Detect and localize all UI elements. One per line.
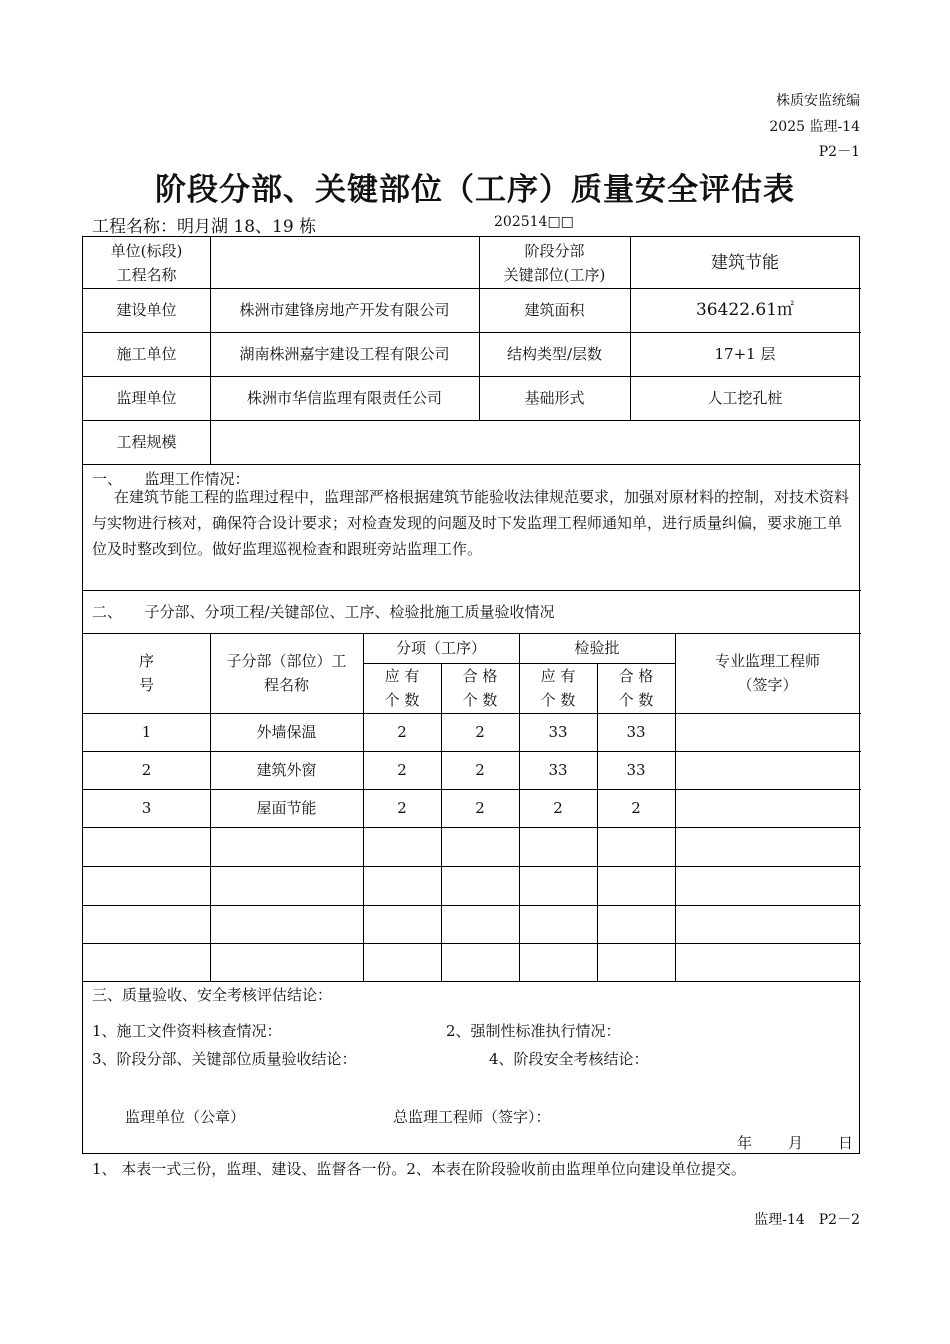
row-sub-should: 2 — [397, 799, 407, 817]
section2-heading: 二、 子分部、分项工程/关键部位、工序、检验批施工质量验收情况 — [92, 603, 555, 621]
header-code: 2025 监理-14 — [769, 119, 860, 135]
row-batch-should: 33 — [548, 723, 568, 741]
area-value: 36422.61㎡ — [695, 300, 795, 320]
col-batch-ok-l1: 合 格 — [618, 667, 654, 685]
row-name: 建筑外窗 — [256, 761, 317, 779]
section1-heading: 一、 监理工作情况： — [92, 470, 250, 488]
col-sub-should-l2: 个 数 — [384, 691, 420, 709]
col-name-line2: 程名称 — [263, 676, 309, 694]
chief-signature: 总监理工程师（签字）： — [393, 1108, 551, 1126]
supervisor-seal: 监理单位（公章） — [125, 1108, 246, 1126]
page-footer: 监理-14 P2－2 — [754, 1212, 860, 1228]
col-engineer-line1: 专业监理工程师 — [714, 652, 820, 670]
footnote: 1、 本表一式三份，监理、建设、监督各一份。2、本表在阶段验收前由监理单位向建设单位提交。 — [92, 1160, 746, 1178]
contractor-label: 施工单位 — [116, 345, 177, 363]
supervisor-label: 监理单位 — [116, 389, 177, 407]
col-batch-should-l2: 个 数 — [540, 691, 576, 709]
row-no: 2 — [141, 761, 152, 779]
row-sub-ok: 2 — [475, 723, 485, 741]
check-standards: 2、强制性标准执行情况： — [446, 1022, 621, 1040]
foundation-value: 人工挖孔桩 — [707, 389, 783, 407]
row-sub-ok: 2 — [475, 761, 485, 779]
stage-label-line1: 阶段分部 — [524, 241, 585, 260]
date-year: 年 — [737, 1134, 753, 1152]
check-docs: 1、施工文件资料核查情况： — [92, 1022, 282, 1040]
stage-value: 建筑节能 — [711, 252, 779, 273]
project-name: 工程名称：明月湖 18、19 栋 — [92, 217, 317, 237]
header-page: P2－1 — [818, 144, 860, 160]
row-batch-should: 2 — [553, 799, 563, 817]
form-title: 阶段分部、关键部位（工序）质量安全评估表 — [155, 172, 795, 208]
col-batch-should-l1: 应 有 — [540, 667, 576, 685]
col-name-line1: 子分部（部位）工 — [226, 652, 347, 670]
date-month: 月 — [788, 1134, 804, 1152]
row-batch-ok: 33 — [626, 723, 646, 741]
stage-label-line2: 关键部位(工序) — [503, 265, 606, 284]
supervisor-value: 株洲市华信监理有限责任公司 — [246, 389, 442, 407]
structure-label: 结构类型/层数 — [506, 345, 603, 363]
row-name: 屋面节能 — [256, 799, 317, 817]
col-batch-group: 检验批 — [574, 639, 620, 657]
row-sub-ok: 2 — [475, 799, 485, 817]
form-date: 202514□□ — [494, 214, 574, 230]
row-batch-ok: 2 — [631, 799, 641, 817]
structure-value: 17+1 层 — [714, 345, 776, 363]
row-name: 外墙保温 — [256, 723, 317, 741]
row-sub-should: 2 — [397, 761, 407, 779]
section1-body: 在建筑节能工程的监理过程中，监理部严格根据建筑节能验收法律规范要求，加强对原材料的控制，对技术资料与实物进行核对，确保符合设计要求；对检查发现的问题及时下发监理工程师通知单，进行质量纠偏，要求施工单位及时整改到位。做好监理巡视检查和跟班旁站监理工作。 — [92, 488, 850, 558]
date-day: 日 — [838, 1134, 854, 1152]
row-batch-should: 33 — [548, 761, 568, 779]
safety-conclusion: 4、阶段安全考核结论： — [489, 1050, 649, 1068]
unit-name-value — [210, 237, 479, 288]
col-sub-should-l1: 应 有 — [384, 667, 420, 685]
col-batch-ok-l2: 个 数 — [618, 691, 654, 709]
row-no: 3 — [141, 799, 152, 817]
col-sub-group: 分项（工序） — [395, 639, 486, 657]
row-batch-ok: 33 — [626, 761, 646, 779]
owner-value: 株洲市建锋房地产开发有限公司 — [239, 301, 450, 319]
col-seq-line1: 序 — [138, 652, 154, 670]
row-no: 1 — [141, 723, 152, 741]
area-label: 建筑面积 — [524, 301, 585, 319]
quality-conclusion: 3、阶段分部、关键部位质量验收结论： — [92, 1050, 357, 1068]
col-engineer-line2: （签字） — [737, 676, 798, 694]
col-seq-line2: 号 — [138, 676, 154, 694]
row-sub-should: 2 — [397, 723, 407, 741]
section3-heading: 三、质量验收、安全考核评估结论： — [92, 986, 333, 1004]
header-org: 株质安监统编 — [776, 93, 860, 109]
contractor-value: 湖南株洲嘉宇建设工程有限公司 — [239, 345, 450, 363]
unit-label-line1: 单位(标段) — [110, 241, 183, 260]
col-sub-ok-l1: 合 格 — [462, 667, 498, 685]
scale-value — [210, 420, 860, 464]
foundation-label: 基础形式 — [524, 389, 585, 407]
owner-label: 建设单位 — [116, 301, 177, 319]
unit-label-line2: 工程名称 — [116, 265, 177, 284]
col-sub-ok-l2: 个 数 — [462, 691, 498, 709]
scale-label: 工程规模 — [116, 433, 177, 451]
